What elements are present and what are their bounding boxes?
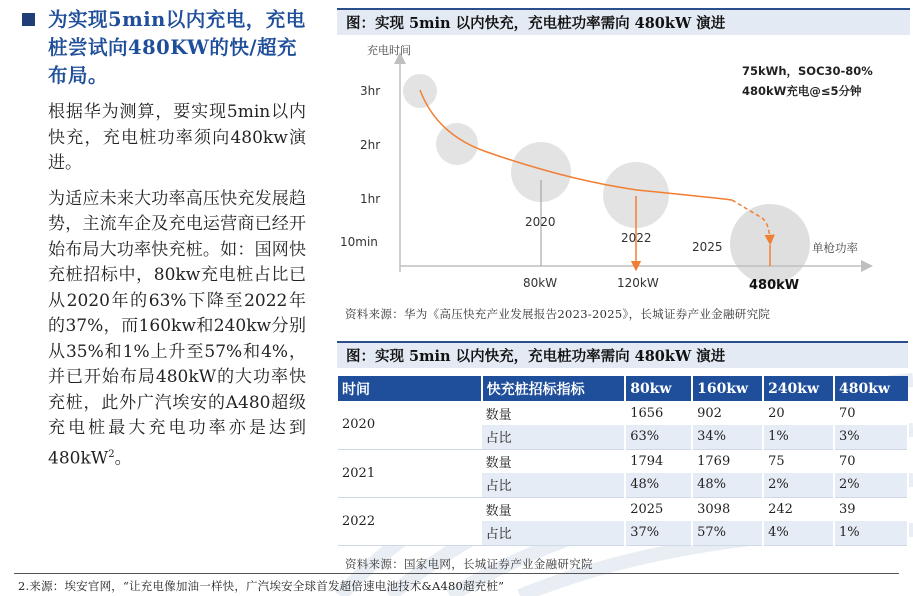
table-cell: 2% bbox=[763, 473, 834, 497]
table-cell: 39 bbox=[834, 497, 908, 521]
table-cell: 70 bbox=[834, 449, 908, 473]
header-480kw: 480kw bbox=[834, 376, 908, 401]
data-bubble-point-1 bbox=[436, 123, 478, 165]
square-bullet-icon bbox=[22, 13, 35, 26]
ytick-1hr: 1hr bbox=[360, 192, 381, 206]
table-cell: 1656 bbox=[625, 401, 692, 425]
table-cell: 数量 bbox=[482, 497, 626, 521]
figure1-source: 资料来源：华为《高压快充产业发展报告2023-2025》，长城证券产业金融研究院 bbox=[345, 307, 771, 321]
figure1-title: 图：实现 5min 以内快充，充电桩功率需向 480kW 演进 bbox=[337, 8, 910, 35]
table-cell: 242 bbox=[763, 497, 834, 521]
annotation-battery: 75kWh，SOC30-80% bbox=[742, 64, 873, 78]
year-label-2020: 2020 bbox=[525, 215, 556, 229]
table-cell: 数量 bbox=[482, 449, 626, 473]
year-cell: 2022 bbox=[338, 497, 482, 545]
x-axis-label: 单枪功率 bbox=[812, 241, 858, 255]
paragraph-trend-text: 为适应未来大功率高压快充发展趋势，主流车企及充电运营商已经开始布局大功率快充桩。如：国网快充桩招标中，80kw充电桩占比已从2020年的63%下降至2022年的37%，而160kw和240kw分别从35%和1%上升至57%和4%，并已开始布局480kW的大功率快充桩，此外广汽埃安的A480超级充电桩最大充电功率亦是达到480kW bbox=[48, 188, 306, 469]
footnote-ref: 2 bbox=[108, 448, 115, 460]
xtick-480kw: 480kW bbox=[749, 278, 800, 293]
table-cell: 2025 bbox=[625, 497, 692, 521]
xtick-120kw: 120kW bbox=[617, 276, 659, 290]
table-cell: 75 bbox=[763, 449, 834, 473]
table-cell: 20 bbox=[763, 401, 834, 425]
table-cell: 1% bbox=[834, 521, 908, 545]
table-cell: 1794 bbox=[625, 449, 692, 473]
y-axis-label: 充电时间 bbox=[367, 44, 411, 57]
section-heading bbox=[14, 6, 314, 90]
figure2-source: 资料来源：国家电网，长城证券产业金融研究院 bbox=[345, 557, 593, 571]
table-cell: 48% bbox=[692, 473, 763, 497]
header-80kw: 80kw bbox=[625, 376, 692, 401]
charging-time-chart bbox=[337, 40, 910, 295]
table-cell: 占比 bbox=[482, 473, 626, 497]
tender-table bbox=[338, 376, 909, 546]
header-indicator: 快充桩招标指标 bbox=[482, 376, 626, 401]
table-cell: 902 bbox=[692, 401, 763, 425]
header-240kw: 240kw bbox=[763, 376, 834, 401]
paragraph-trend-end: 。 bbox=[114, 448, 132, 469]
left-text-column bbox=[14, 6, 314, 472]
ytick-3hr: 3hr bbox=[360, 84, 381, 98]
table-cell: 37% bbox=[625, 521, 692, 545]
heading-text: 为实现5min以内充电，充电桩尝试向480KW的快/超充布局。 bbox=[48, 8, 306, 87]
paragraph-huawei: 根据华为测算，要实现5min以内快充，充电桩功率须向480kw演进。 bbox=[48, 102, 306, 173]
table-cell: 4% bbox=[763, 521, 834, 545]
ytick-10min: 10min bbox=[340, 235, 378, 249]
table-row bbox=[338, 449, 908, 473]
table-cell: 34% bbox=[692, 425, 763, 449]
year-label-2025: 2025 bbox=[692, 240, 723, 254]
table-row bbox=[338, 497, 908, 521]
header-time: 时间 bbox=[338, 376, 482, 401]
table-cell: 1769 bbox=[692, 449, 763, 473]
paragraph-trend bbox=[14, 187, 306, 472]
table-header-row bbox=[338, 376, 908, 401]
year-cell: 2021 bbox=[338, 449, 482, 497]
table-cell: 数量 bbox=[482, 401, 626, 425]
year-cell: 2020 bbox=[338, 401, 482, 449]
ytick-2hr: 2hr bbox=[360, 138, 381, 152]
annotation-480kw: 480kW充电@≤5分钟 bbox=[742, 84, 862, 98]
year-label-2022: 2022 bbox=[621, 231, 652, 245]
table-row bbox=[338, 401, 908, 425]
table-cell: 63% bbox=[625, 425, 692, 449]
header-160kw: 160kw bbox=[692, 376, 763, 401]
table-cell: 占比 bbox=[482, 425, 626, 449]
data-bubble-2025 bbox=[730, 204, 810, 284]
footer-divider bbox=[14, 573, 899, 574]
table-cell: 1% bbox=[763, 425, 834, 449]
table-cell: 2% bbox=[834, 473, 908, 497]
xtick-80kw: 80kW bbox=[523, 276, 558, 290]
table-cell: 3098 bbox=[692, 497, 763, 521]
figure2-title: 图：实现 5min 以内快充，充电桩功率需向 480kW 演进 bbox=[337, 341, 908, 368]
bubble-group bbox=[403, 74, 810, 284]
table-cell: 占比 bbox=[482, 521, 626, 545]
table-cell: 48% bbox=[625, 473, 692, 497]
table-cell: 57% bbox=[692, 521, 763, 545]
table-cell: 70 bbox=[834, 401, 908, 425]
table-cell: 3% bbox=[834, 425, 908, 449]
footnote: 2.来源：埃安官网，“让充电像加油一样快，广汽埃安全球首发超倍速电池技术&A480超充桩” bbox=[18, 579, 505, 593]
